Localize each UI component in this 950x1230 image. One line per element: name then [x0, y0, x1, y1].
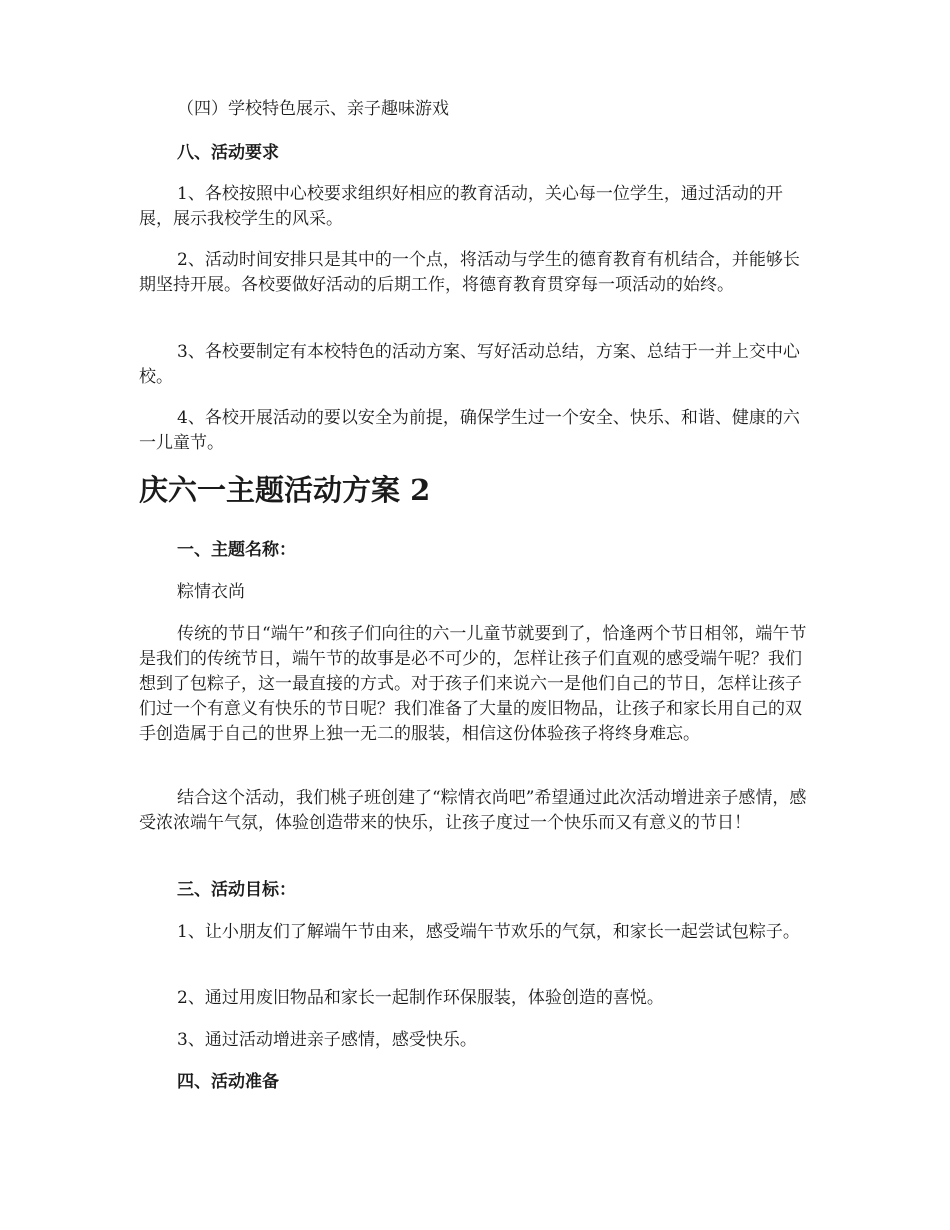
section-heading-preparation: 四、活动准备 — [177, 1072, 279, 1092]
goal-3: 3、通过活动增进亲子感情，感受快乐。 — [177, 1030, 477, 1050]
list-item-4: （四）学校特色展示、亲子趣味游戏 — [177, 99, 449, 119]
section-heading-theme-name: 一、主题名称： — [177, 540, 296, 560]
theme-name: 粽情衣尚 — [177, 582, 245, 602]
goal-2: 2、通过用废旧物品和家长一起制作环保服装，体验创造的喜悦。 — [177, 988, 664, 1008]
section-heading-requirements: 八、活动要求 — [177, 143, 279, 163]
requirement-4: 4、各校开展活动的要以安全为前提，确保学生过一个安全、快乐、和谐、健康的六一儿童节。 — [139, 408, 800, 453]
document-title: 庆六一主题活动方案 2 — [139, 473, 431, 507]
goal-1: 1、让小朋友们了解端午节由来，感受端午节欢乐的气氛，和家长一起尝试包粽子。 — [177, 922, 800, 942]
requirement-1: 1、各校按照中心校要求组织好相应的教育活动，关心每一位学生，通过活动的开展，展示我校学生的风采。 — [139, 184, 783, 229]
section-heading-goals: 三、活动目标： — [177, 880, 296, 900]
requirement-2: 2、活动时间安排只是其中的一个点，将活动与学生的德育教育有机结合，并能够长期坚持开展。各校要做好活动的后期工作，将德育教育贯穿每一项活动的始终。 — [139, 250, 800, 295]
requirement-3: 3、各校要制定有本校特色的活动方案、写好活动总结，方案、总结于一并上交中心校。 — [139, 342, 800, 387]
intro-paragraph-2: 结合这个活动，我们桃子班创建了“粽情衣尚吧”希望通过此次活动增进亲子感情，感受浓浓端午气氛，体验创造带来的快乐，让孩子度过一个快乐而又有意义的节日！ — [139, 788, 807, 833]
intro-paragraph-1: 传统的节日“端午”和孩子们向往的六一儿童节就要到了，恰逢两个节日相邻，端午节是我们的传统节日，端午节的故事是必不可少的，怎样让孩子们直观的感受端午呢？我们想到了包粽子，这一最直接的方式。对于孩子们来说六一是他们自己的节日，怎样让孩子们过一个有意义有快乐的节日呢？我们准备了大量的废旧物品，让孩子和家长用自己的双手创造属于自己的世界上独一无二的服装，相信这份体验孩子将终身难忘。 — [139, 624, 807, 744]
